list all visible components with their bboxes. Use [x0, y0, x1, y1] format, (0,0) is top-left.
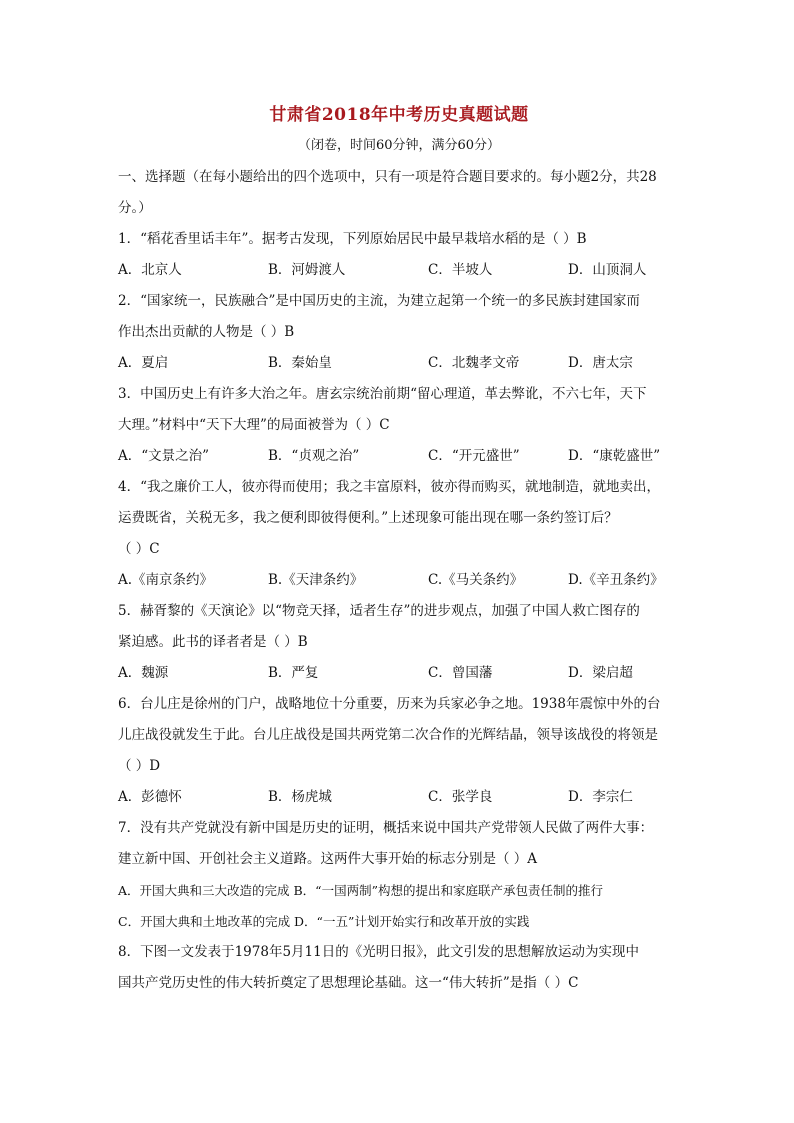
- option-c: C．半坡人: [428, 262, 493, 278]
- question-6-options: [118, 782, 680, 813]
- question-4-answer: （ ）C: [118, 541, 160, 557]
- option-d: D．梁启超: [568, 665, 633, 681]
- question-6-cont: 儿庄战役就发生于此。台儿庄战役是国共两党第二次合作的光辉结晶，领导该战役的将领是: [118, 727, 658, 743]
- option-d: D.《辛丑条约》: [568, 572, 664, 588]
- question-5-cont: 紧迫感。此书的译者者是（ ）B: [118, 634, 308, 650]
- option-a: A．夏启: [118, 355, 169, 371]
- option-a: A.《南京条约》: [118, 572, 214, 588]
- question-6-answer: （ ）D: [118, 758, 161, 774]
- option-b: B.《天津条约》: [268, 572, 364, 588]
- option-d: D．李宗仁: [568, 789, 633, 805]
- option-a: A．彭德怀: [118, 789, 182, 805]
- option-d: D．山顶洞人: [568, 262, 647, 278]
- question-7-options-cd: C．开国大典和土地改革的完成 D．“一五”计划开始实行和改革开放的实践: [118, 914, 530, 929]
- section-heading-cont: 分。）: [118, 200, 152, 216]
- question-5: 5．赫胥黎的《天演论》以“物竞天择，适者生存”的进步观点，加强了中国人救亡图存的: [118, 603, 640, 619]
- question-5-options: [118, 658, 680, 689]
- question-2-options: [118, 348, 680, 379]
- option-b: B．“贞观之治”: [268, 448, 360, 464]
- question-2: 2．“国家统一，民族融合”是中国历史的主流，为建立起第一个统一的多民族封建国家而: [118, 293, 640, 309]
- option-a: A．“文景之治”: [118, 448, 210, 464]
- question-4: 4．“我之廉价工人，彼亦得而使用；我之丰富原料，彼亦得而购买，就地制造，就地卖出，: [118, 479, 660, 495]
- question-8: 8．下图一文发表于1978年5月11日的《光明日报》，此文引发的思想解放运动为实现中: [118, 944, 639, 960]
- option-c: C.《马关条约》: [428, 572, 524, 588]
- option-d: D．“康乾盛世”: [568, 448, 661, 464]
- option-d: D．唐太宗: [568, 355, 633, 371]
- question-8-cont: 国共产党历史性的伟大转折奠定了思想理论基础。这一“伟大转折”是指（ ）C: [118, 975, 579, 991]
- section-heading: 一、选择题（在每小题给出的四个选项中，只有一项是符合题目要求的。每小题2分，共28: [118, 169, 657, 185]
- question-1: 1．“稻花香里话丰年”。据考古发现，下列原始居民中最早栽培水稻的是（ ）B: [118, 231, 587, 247]
- option-a: A．北京人: [118, 262, 182, 278]
- question-3: 3．中国历史上有许多大治之年。唐玄宗统治前期“留心理道，革去弊讹，不六七年，天下: [118, 386, 647, 402]
- option-c: C．“开元盛世”: [428, 448, 520, 464]
- option-c: C．曾国藩: [428, 665, 493, 681]
- question-6: 6．台儿庄是徐州的门户，战略地位十分重要，历来为兵家必争之地。1938年震惊中外的台: [118, 696, 661, 712]
- question-7: 7．没有共产党就没有新中国是历史的证明，概括来说中国共产党带领人民做了两件大事：: [118, 820, 654, 836]
- exam-page: [118, 104, 680, 999]
- question-3-cont: 大理。”材料中“天下大理”的局面被誉为（ ）C: [118, 417, 390, 433]
- question-4-options: [118, 565, 680, 596]
- question-1-options: [118, 255, 680, 286]
- option-b: B．严复: [268, 665, 319, 681]
- option-a: A．魏源: [118, 665, 169, 681]
- option-b: B．杨虎城: [268, 789, 332, 805]
- question-4-cont: 运费既省，关税无多，我之便利即彼得便利。”上述现象可能出现在哪一条约签订后？: [118, 510, 618, 526]
- question-7-cont: 建立新中国、开创社会主义道路。这两件大事开始的标志分别是（ ）A: [118, 851, 538, 867]
- option-c: C．张学良: [428, 789, 493, 805]
- question-3-options: [118, 441, 680, 472]
- question-2-cont: 作出杰出贡献的人物是（ ）B: [118, 324, 295, 340]
- option-b: B．河姆渡人: [268, 262, 346, 278]
- exam-subtitle: （闭卷，时间60分钟，满分60分）: [297, 138, 501, 153]
- question-7-options-ab: A．开国大典和三大改造的完成 B．“一国两制”构想的提出和家庭联产承包责任制的推行: [118, 883, 603, 898]
- option-b: B．秦始皇: [268, 355, 332, 371]
- option-c: C．北魏孝文帝: [428, 355, 520, 371]
- page-title: 甘肃省2018年中考历史真题试题: [269, 105, 529, 125]
